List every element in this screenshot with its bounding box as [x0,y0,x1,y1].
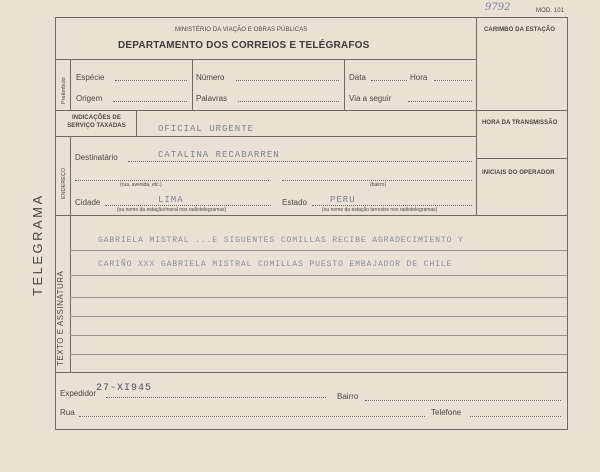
bairro-hint: (bairro) [370,182,387,188]
city-value: LIMA [158,195,184,205]
text-tab-divider [70,215,71,372]
service-indication: OFICIAL URGENTE [158,124,255,134]
bairro-field[interactable] [365,400,561,401]
message-line-1: GABRIELA MISTRAL ...E SIGUENTES COMILLAS RECIBE AGRADECIMIENTO Y [98,236,464,245]
especie-label: Espécie [76,73,105,82]
form-border-top [55,17,567,18]
rua-hint: (rua, avenida, etc.) [120,182,162,188]
telefone-label: Telefone [431,408,462,417]
preambulo-label: Preâmbulo [61,77,67,104]
address-tab-divider [70,136,71,215]
estado-hint: (ou nome da estação terrestre nos radiotelegramas) [322,207,438,213]
bairro-label: Bairro [337,392,359,401]
expedidor-label: Expedidor [60,389,97,398]
text-section-bottom [55,372,567,373]
estado-label: Estado [282,198,307,207]
bairro-address-field[interactable] [282,180,472,181]
preambulo-tab-divider [70,59,71,110]
data-field[interactable] [371,80,407,81]
origem-label: Origem [76,94,103,103]
destinatario-field[interactable] [128,161,472,162]
form-border-right [567,17,568,430]
cidade-hint: (ou nome da estação/moral nos radiotelegramas) [117,207,227,213]
recipient-name: CATALINA RECABARREN [158,150,280,160]
text-line-6 [70,354,567,355]
preambulo-bottom [55,110,567,111]
via-field[interactable] [408,101,472,102]
hora-transmissao-label: HORA DA TRANSMISSÃO [482,120,558,126]
text-line-1 [70,250,567,251]
carimbo-label: CARIMBO DA ESTAÇÃO [484,27,556,33]
model-number: MOD. 101 [536,8,565,14]
indicacoes-divider [136,110,137,136]
hora-field[interactable] [434,80,472,81]
text-line-4 [70,316,567,317]
text-line-2 [70,275,567,276]
rua-address-field[interactable] [75,180,269,181]
via-label: Via a seguir [349,94,392,103]
form-border-bottom [55,429,567,430]
preambulo-col1 [192,59,193,110]
preambulo-top [55,59,476,60]
telegrama-side-title: TELEGRAMA [30,193,45,296]
cidade-field[interactable] [105,205,271,206]
numero-field[interactable] [236,80,339,81]
state-value: PERU [330,195,356,205]
indicacoes-bottom [55,136,476,137]
texto-assinatura-label: TEXTO E ASSINATURA [56,270,65,366]
rua-label: Rua [60,408,75,417]
especie-field[interactable] [115,80,187,81]
text-line-3 [70,297,567,298]
rua-field[interactable] [79,416,425,417]
indicacoes-label: INDICAÇÕES DE SERVIÇO TAXADAS [67,115,126,129]
origem-field[interactable] [113,101,187,102]
endereco-label: ENDEREÇO [61,167,67,199]
ministry-title: MINISTÉRIO DA VIAÇÃO E OBRAS PÚBLICAS [175,27,308,33]
serial-number: 9792 [485,2,511,13]
numero-label: Número [196,73,225,82]
palavras-field[interactable] [238,101,339,102]
expedidor-field[interactable] [106,397,326,398]
preambulo-col2 [344,59,345,110]
destinatario-label: Destinatário [75,153,118,162]
telefone-field[interactable] [470,416,561,417]
palavras-label: Palavras [196,94,228,103]
hora-transmissao-separator [476,158,567,159]
data-label: Data [349,73,366,82]
iniciais-operador-label: INICIAIS DO OPERADOR [482,170,555,176]
message-line-2: CARIÑO XXX GABRIELA MISTRAL COMILLAS PUESTO EMBAJADOR DE CHILE [98,260,453,269]
department-title: DEPARTAMENTO DOS CORREIOS E TELÉGRAFOS [118,40,370,51]
hora-label: Hora [410,73,428,82]
text-line-5 [70,335,567,336]
right-column-divider [476,17,477,215]
estado-field[interactable] [312,205,472,206]
form-border-left [55,17,56,430]
date-stamp: 27-XI945 [96,383,153,394]
cidade-label: Cidade [75,198,101,207]
address-bottom [55,215,567,216]
